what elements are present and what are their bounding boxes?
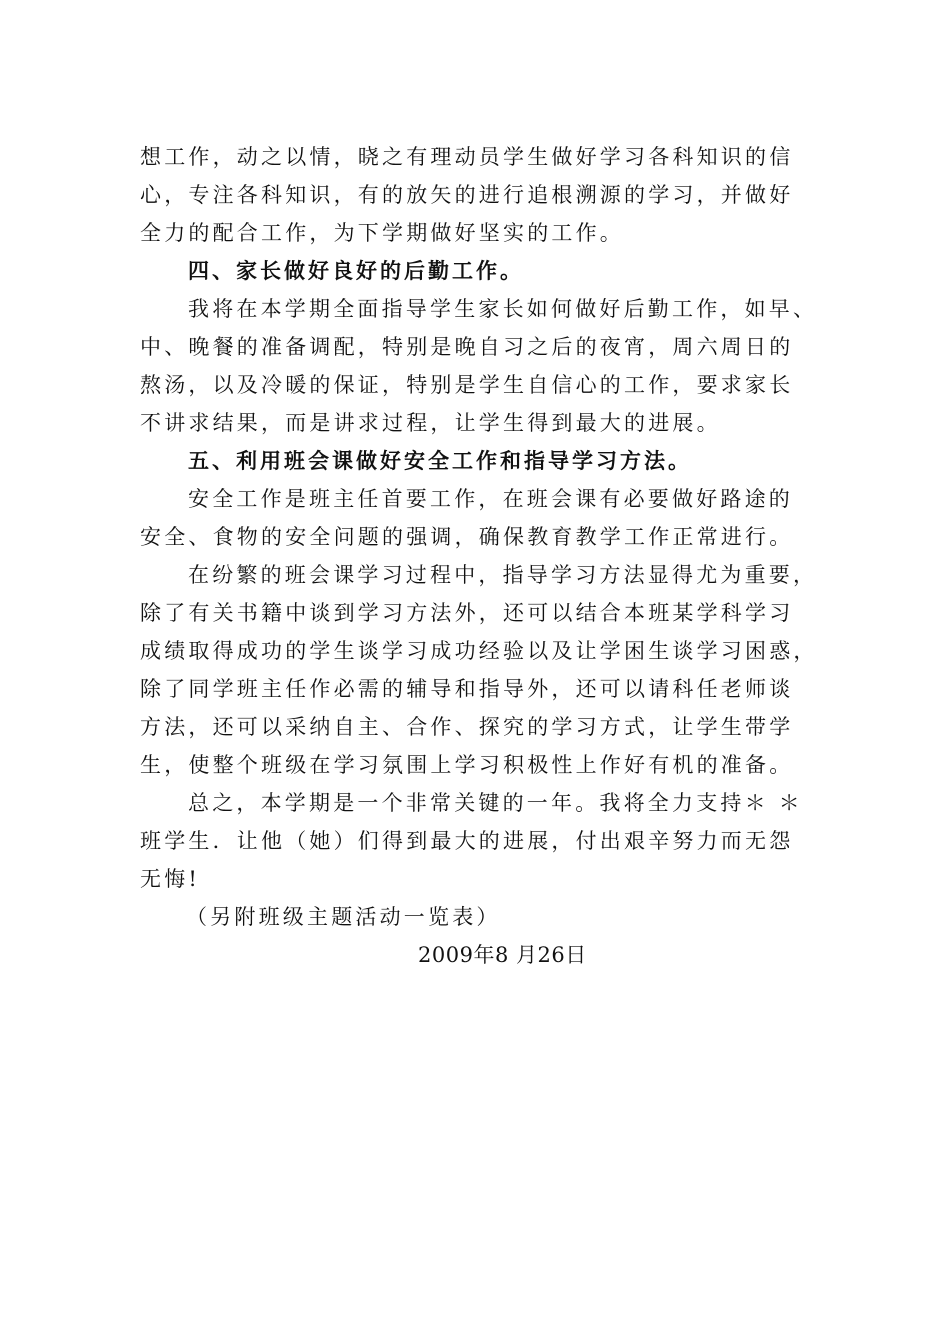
document-date: 2009年8 月26日 [418, 943, 587, 967]
section-heading-4: 四、家长做好良好的后勤工作。 [188, 258, 524, 283]
paragraph-continuation [140, 138, 830, 252]
text-line: 不讲求结果，而是讲求过程，让学生得到最大的进展。 [140, 411, 721, 435]
text-line: 方法，还可以采纳自主、合作、探究的学习方式，让学生带学 [140, 715, 794, 739]
text-line: 班学生．让他（她）们得到最大的进展，付出艰辛努力而无怨 [140, 829, 794, 853]
text-line: 想工作，动之以情，晓之有理动员学生做好学习各科知识的信 [140, 145, 794, 169]
text-line: 我将在本学期全面指导学生家长如何做好后勤工作，如早、 [188, 297, 818, 321]
text-line: 心，专注各科知识，有的放矢的进行追根溯源的学习，并做好 [140, 183, 794, 207]
document-page [140, 138, 830, 974]
text-line: 总之，本学期是一个非常关键的一年。我将全力支持＊ ＊ [188, 791, 803, 815]
text-line: 安全、食物的安全问题的强调，确保教育教学工作正常进行。 [140, 525, 794, 549]
text-line: 生，使整个班级在学习氛围上学习积极性上作好有机的准备。 [140, 753, 794, 777]
paragraph-parent-logistics [140, 290, 830, 442]
text-line: 在纷繁的班会课学习过程中，指导学习方法显得尤为重要， [188, 563, 818, 587]
section-heading-5: 五、利用班会课做好安全工作和指导学习方法。 [188, 448, 692, 473]
text-line: 中、晚餐的准备调配，特别是晚自习之后的夜宵，周六周日的 [140, 335, 794, 359]
text-line: 除了有关书籍中谈到学习方法外，还可以结合本班某学科学习 [140, 601, 794, 625]
text-line: 无悔! [140, 867, 201, 891]
text-line: 成绩取得成功的学生谈学习成功经验以及让学困生谈学习困惑， [140, 639, 818, 663]
text-line: 安全工作是班主任首要工作，在班会课有必要做好路途的 [188, 487, 793, 511]
paragraph-safety [140, 480, 830, 556]
text-line: 除了同学班主任作必需的辅导和指导外，还可以请科任老师谈 [140, 677, 794, 701]
text-line: 熬汤，以及冷暖的保证，特别是学生自信心的工作，要求家长 [140, 373, 794, 397]
text-line: 全力的配合工作，为下学期做好坚实的工作。 [140, 221, 624, 245]
attachment-note: （另附班级主题活动一览表） [186, 905, 501, 929]
paragraph-study-methods [140, 556, 830, 784]
paragraph-conclusion [140, 784, 830, 898]
